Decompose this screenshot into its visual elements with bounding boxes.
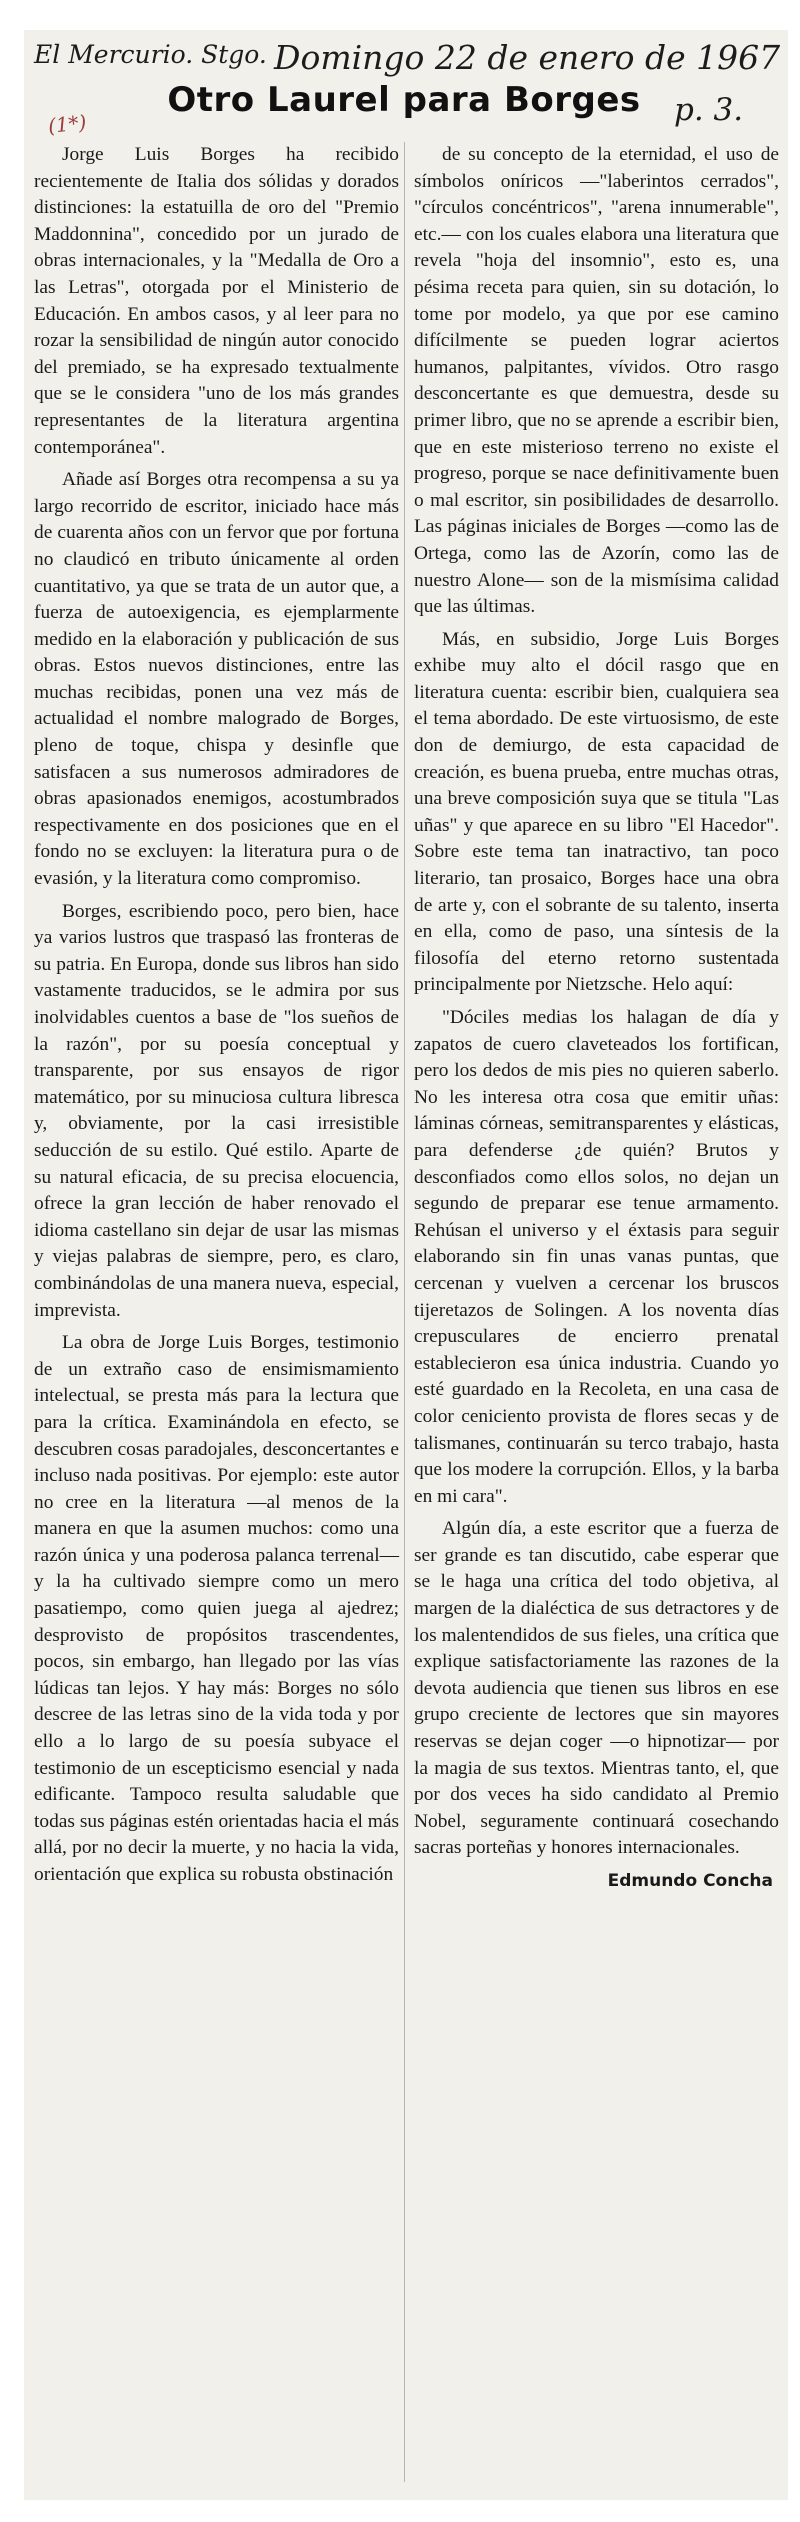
article-column-left — [34, 142, 399, 1895]
article-paragraph: La obra de Jorge Luis Borges, testimonio de un extraño caso de ensimismamiento intelectual, se presta más para la lectura que para la crítica. Examinándola en efecto, se descubren cosas paradojales, desconcertantes e incluso nada positivas. Por ejemplo: este autor no cree en la literatura —al menos de la manera en que la asumen muchos: como una razón única y una poderosa palanca terrenal— y la ha cultivado siempre como un mero pasatiempo, como quien juega al ajedrez; desprovisto de propósitos trascendentes, pocos, sin embargo, han llegado por las vías lúdicas tan lejos. Y hay más: Borges no sólo descree de las letras sino de la vida toda y por ello a lo largo de su poesía subyace el testimonio de un escepticismo esencial y nada edificante. Tampoco resulta saludable que todas sus páginas estén orientadas hacia el más allá, por no decir la muerte, y no hacia la vida, orientación que explica su robusta obstinación — [34, 1332, 399, 1885]
article-paragraph: Añade así Borges otra recompensa a su ya largo recorrido de escritor, iniciado hace más de cuarenta años con un fervor que por fortuna no claudicó en tributo únicamente al orden cuantitativo, ya que se trata de un autor que, a fuerza de autoexigencia, es ejemplarmente medido en la elaboración y publicación de sus obras. Estos nuevos distinciones, entre las muchas recibidas, ponen una vez más de actualidad el nombre malogrado de Borges, pleno de toque, chispa y desinfle que satisfacen a sus numerosos admiradores de obras apasionados enemigos, acostumbrados respectivamente en dos posiciones que en el fondo no se excluyen: la literatura pura o de evasión, y la literatura como compromiso. — [34, 469, 399, 890]
article-paragraph: Algún día, a este escritor que a fuerza de ser grande es tan discutido, cabe esperar que se le haga una crítica del todo objetiva, al margen de la dialéctica de sus detractores y de los malentendidos de sus fieles, una crítica que explique satisfactoriamente las razones de la devota audiencia que tienen sus libros en ese grupo creciente de lectores que sin mayores reservas se dejan coger —o hipnotizar— por la magia de sus textos. Mientras tanto, el, que por dos veces ha sido candidato al Premio Nobel, seguramente continuará cosechando sacras porteñas y honores internacionales. — [414, 1518, 779, 1859]
column-divider — [404, 142, 405, 2482]
article-quote-paragraph: "Dóciles medias los halagan de día y zapatos de cuero claveteados los fortifican, pero los dedos de mis pies no quieren saberlo. No les interesa otra cosa que emitir uñas: láminas córneas, semitransparentes y elásticas, para defenderse ¿de quién? Brutos y desconfiados como ellos solos, no dejan un segundo de preparar ese tenue armamento. Rehúsan el universo y el éxtasis para seguir elaborando sin fin unas vanas puntas, que cercenan y vuelven a cercenar los bruscos tijeretazos de Solingen. A los noventa días crepusculares de encierro prenatal establecieron esa única industria. Cuando yo esté guardado en la Recoleta, en una casa de color ceniciento provista de flores secas y de talismanes, continuarán su terco trabajo, hasta que los modere la corrupción. Ellos, y la barba en mi cara". — [414, 1007, 779, 1507]
article-column-right — [414, 142, 779, 1901]
newspaper-clipping — [24, 30, 788, 2500]
handwritten-date-note: Domingo 22 de enero de 1967 — [274, 38, 781, 77]
article-paragraph: Más, en subsidio, Jorge Luis Borges exhibe muy alto el dócil rasgo que en literatura cuenta: escribir bien, cualquiera sea el tema abordado. De este virtuosismo, de este don de demiurgo, de esta capacidad de creación, es buena prueba, entre muchas otras, una breve composición suya que se titula "Las uñas" y que aparece en su libro "El Hacedor". Sobre este tema tan inatractivo, tan poco literario, tan prosaico, Borges hace una obra de arte y, con el sobrante de su talento, inserta en ella, como de paso, una síntesis de la filosofía del eterno retorno sustentada principalmente por Nietzsche. Helo aquí: — [414, 628, 779, 996]
article-headline: Otro Laurel para Borges — [167, 80, 641, 120]
handwritten-source-note: El Mercurio. Stgo. — [34, 40, 267, 69]
handwritten-page-note: p. 3. — [674, 92, 744, 128]
handwritten-archive-mark: (1*) — [46, 110, 88, 138]
article-paragraph: Jorge Luis Borges ha recibido recientemente de Italia dos sólidas y dorados distinciones: la estatuilla de oro del "Premio Maddonnina", concedido por un jurado de obras internacionales, y la "Medalla de Oro a las Letras", otorgada por el Ministerio de Educación. En ambos casos, y al leer para no rozar la sensibilidad de ningún autor conocido del premiado, se ha expresado textualmente que se le considera "uno de los más grandes representantes de la literatura argentina contemporánea". — [34, 144, 399, 458]
article-paragraph: Borges, escribiendo poco, pero bien, hace ya varios lustros que traspasó las fronteras de su patria. En Europa, donde sus libros han sido vastamente traducidos, se le admira por sus inolvidables cuentos a base de "los sueños de la razón", por su poesía conceptual y transparente, por sus ensayos de rigor matemático, por su minuciosa cultura libresca y, obviamente, por la casi irresistible seducción de su estilo. Qué estilo. Aparte de su natural eficacia, de su precisa elocuencia, ofrece la gran lección de haber renovado el idioma castellano sin dejar de usar las mismas y viejas palabras de siempre, pero, es claro, combinándolas de una manera nueva, especial, imprevista. — [34, 900, 399, 1321]
article-paragraph: de su concepto de la eternidad, el uso de símbolos oníricos —"laberintos cerrados", "círculos concéntricos", "arena innumerable", etc.— con los cuales elabora una literatura que revela "hoja del insomnio", esto es, una pésima receta para quien, sin su dotación, lo tome por modelo, ya que por ese camino difícilmente se pueden lograr aciertos humanos, palpitantes, vívidos. Otro rasgo desconcertante es que demuestra, desde su primer libro, que no se aprende a escribir bien, que en este misterioso terreno no existe el progreso, porque se nace definitivamente buen o mal escritor, sin posibilidades de desarrollo. Las páginas iniciales de Borges —como las de Ortega, como las de Azorín, como las de nuestro Alone— son de la mismísima calidad que las últimas. — [414, 144, 779, 618]
author-signature: Edmundo Concha — [607, 1871, 773, 1891]
